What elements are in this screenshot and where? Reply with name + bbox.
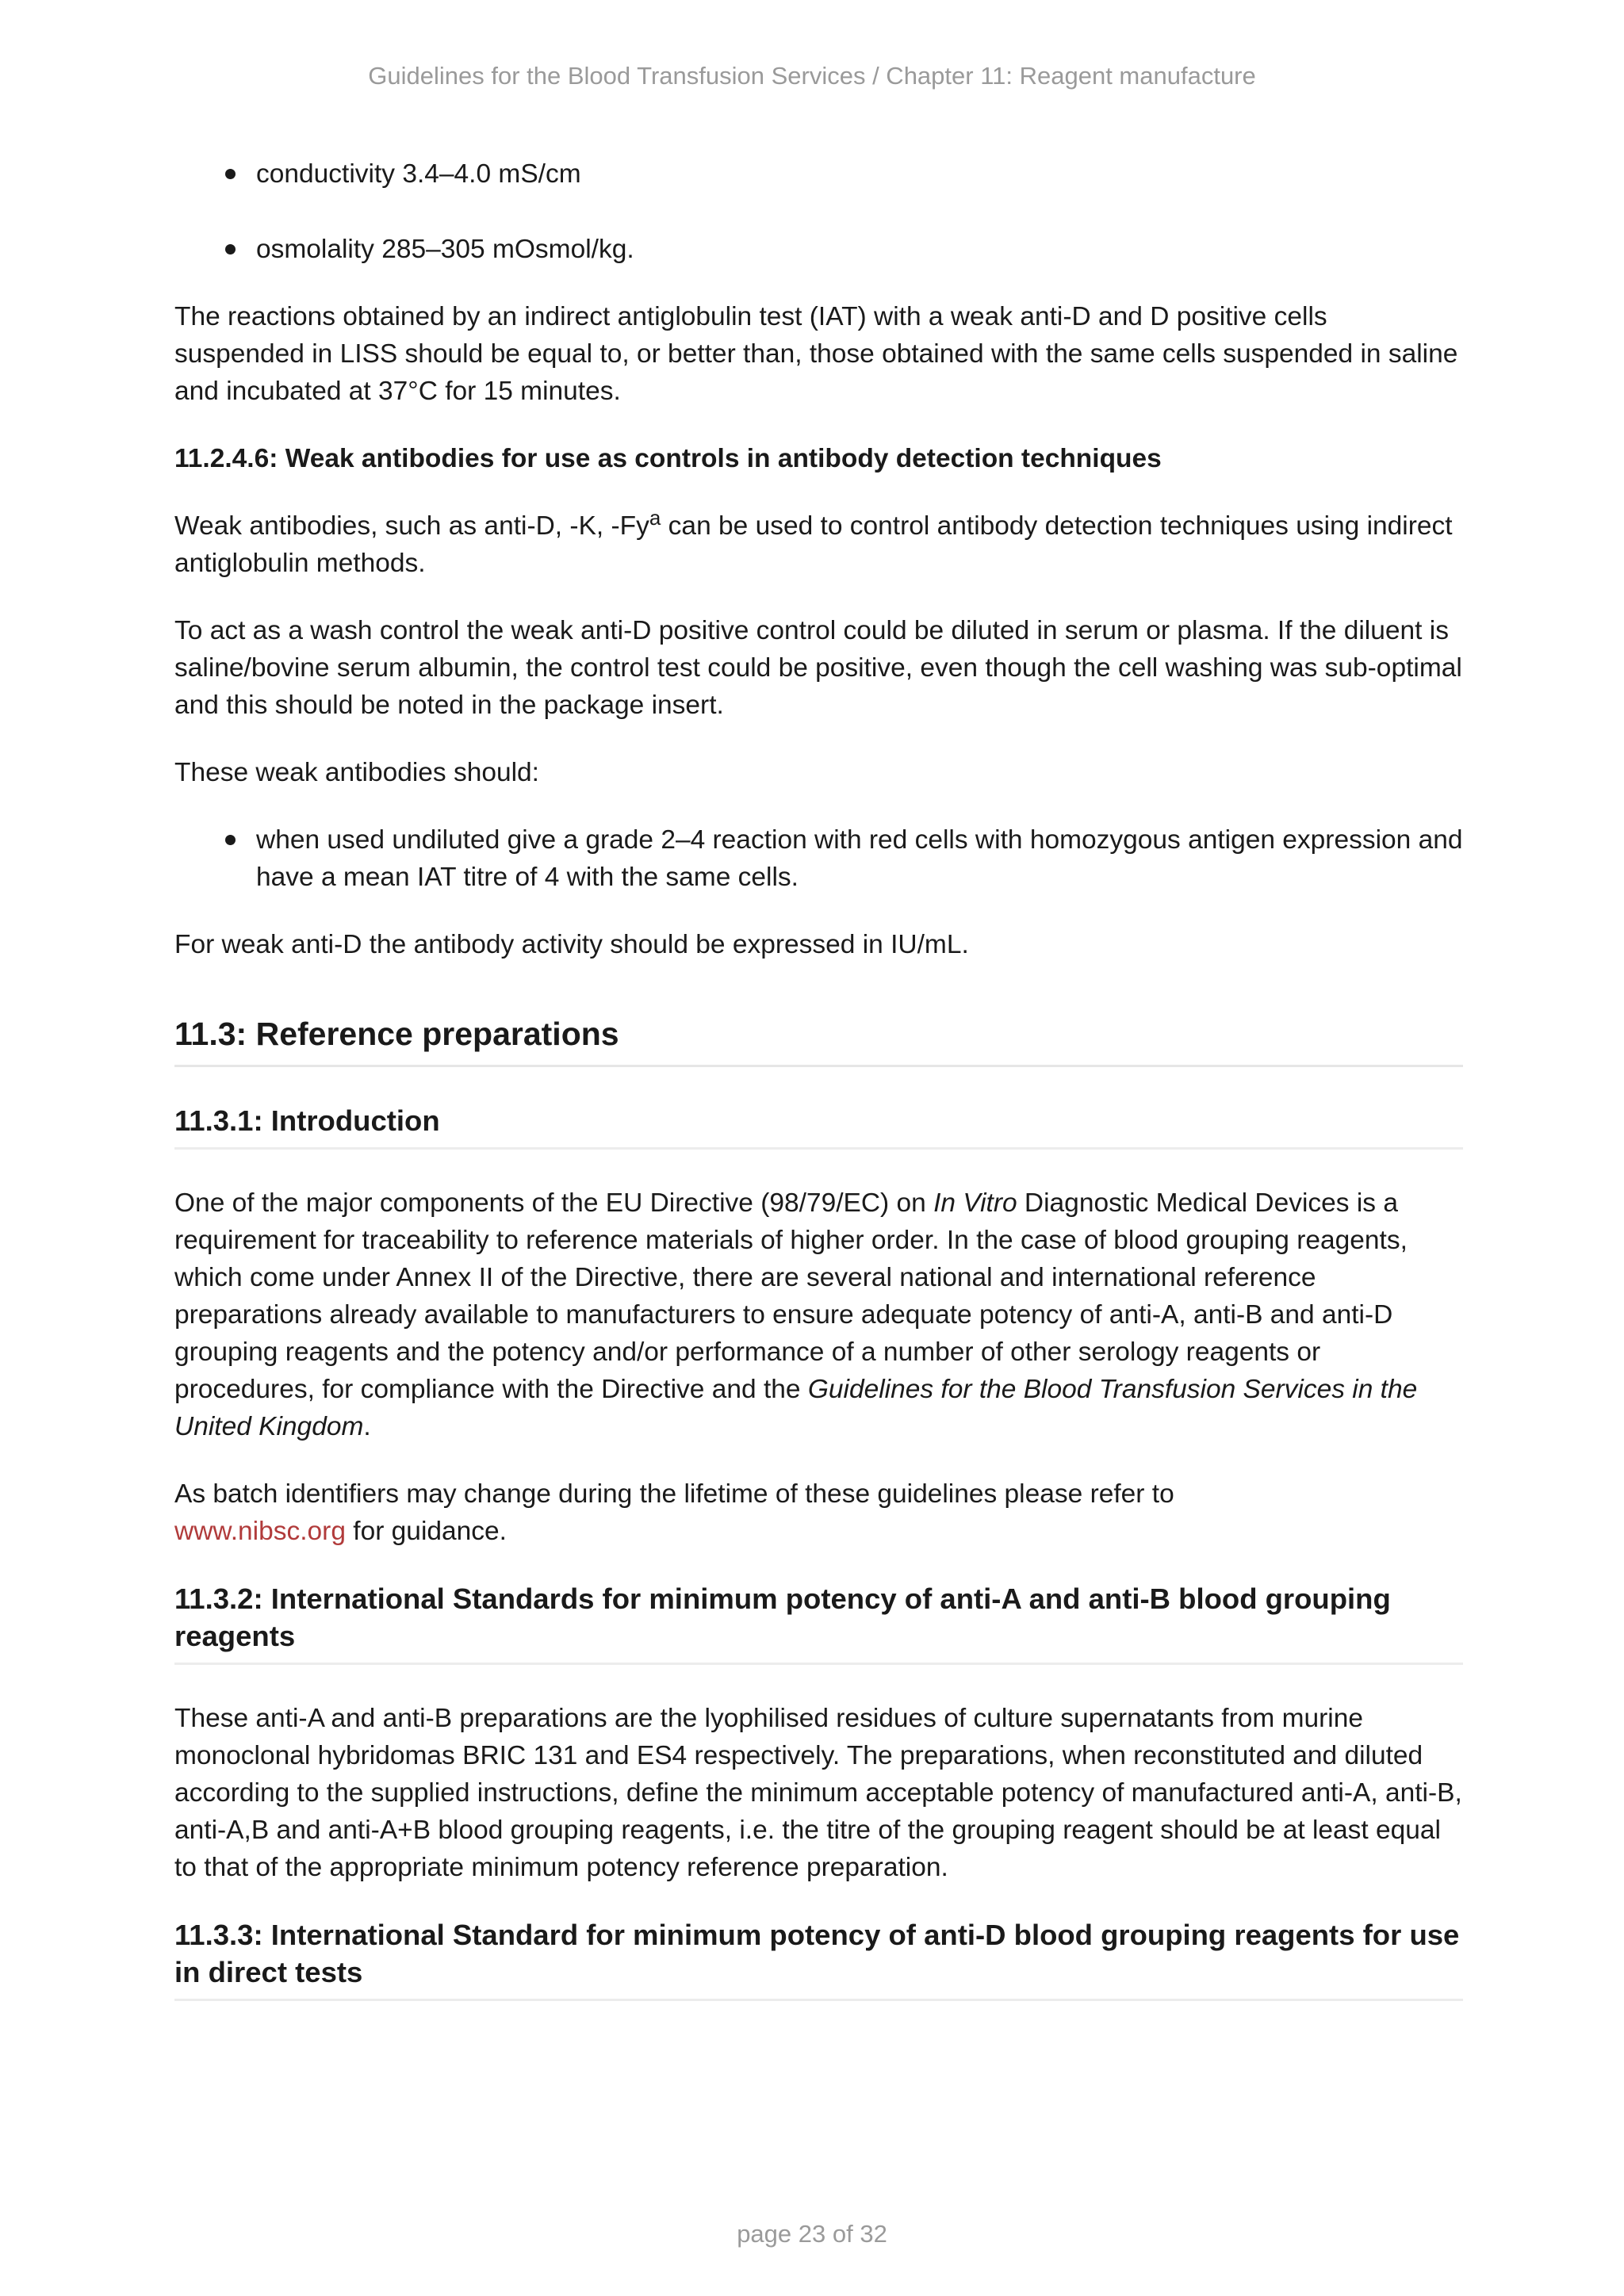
- paragraph-batch: [174, 1475, 1463, 1550]
- paragraph-iu: For weak anti-D the antibody activity should be expressed in IU/mL.: [174, 930, 969, 959]
- text-run: for guidance.: [345, 1517, 507, 1546]
- page-number: page 23 of 32: [737, 2220, 887, 2248]
- paragraph-wash-control: To act as a wash control the weak anti-D positive control could be diluted in serum or plasma. If the diluent is saline/bovine serum albumin, the control test could be positive, even though the cell washing was sub-optimal and this should be noted in the package insert.: [174, 616, 1462, 720]
- text-run: can be used to control antibody detection techniques using indirect antiglobulin methods.: [174, 511, 1453, 578]
- text-run: As batch identifiers may change during the lifetime of these guidelines please refer to: [174, 1479, 1174, 1509]
- text-run: Weak antibodies, such as anti-D, -K, -Fy: [174, 511, 649, 541]
- heading-11-3-2: 11.3.2: International Standards for minimum potency of anti-A and anti-B blood grouping reagents: [174, 1580, 1463, 1665]
- text-run: Diagnostic Medical Devices is a requirement for traceability to reference materials of higher order. In the case of blood grouping reagents, which come under Annex II of the Directive, there are several national and international reference preparations already available to manufacturers to ensure adequate potency of anti-A, anti-B and anti-D grouping reagents and the potency and/or performance of a number of other serology reagents or procedures, for compliance with the Directive and the: [174, 1188, 1408, 1404]
- paragraph-iat: The reactions obtained by an indirect antiglobulin test (IAT) with a weak anti-D and D positive cells suspended in LISS should be equal to, or better than, those obtained with the same cells suspended in saline and incubated at 37°C for 15 minutes.: [174, 302, 1458, 406]
- list-item: when used undiluted give a grade 2–4 reaction with red cells with homozygous antigen expression and have a mean IAT titre of 4 with the same cells.: [256, 821, 1463, 896]
- text-run: One of the major components of the EU Directive (98/79/EC) on: [174, 1188, 934, 1218]
- bullet-list-requirements: [174, 821, 1463, 896]
- italic-text: In Vitro: [933, 1188, 1017, 1218]
- nibsc-link[interactable]: www.nibsc.org: [174, 1517, 346, 1546]
- heading-11-2-4-6: 11.2.4.6: Weak antibodies for use as controls in antibody detection techniques: [174, 444, 1162, 473]
- running-header: Guidelines for the Blood Transfusion Services / Chapter 11: Reagent manufacture: [368, 62, 1256, 90]
- paragraph-introduction: [174, 1184, 1463, 1445]
- heading-11-3-1: 11.3.1: Introduction: [174, 1102, 1463, 1150]
- heading-11-3-3: 11.3.3: International Standard for minimum potency of anti-D blood grouping reagents for use in direct tests: [174, 1916, 1463, 2001]
- document-body: [174, 155, 1463, 2036]
- paragraph-should: These weak antibodies should:: [174, 758, 539, 787]
- superscript: a: [649, 506, 661, 530]
- paragraph-11-3-2: These anti-A and anti-B preparations are the lyophilised residues of culture supernatants from murine monoclonal hybridomas BRIC 131 and ES4 respectively. The preparations, when reconstituted and diluted according to the supplied instructions, define the minimum acceptable potency of manufactured anti-A, anti-B, anti-A,B and anti-A+B blood grouping reagents, i.e. the titre of the grouping reagent should be at least equal to that of the appropriate minimum potency reference preparation.: [174, 1704, 1462, 1882]
- list-item: osmolality 285–305 mOsmol/kg.: [256, 231, 1463, 268]
- list-item: conductivity 3.4–4.0 mS/cm: [256, 155, 1463, 193]
- bullet-list-specs: [174, 155, 1463, 268]
- italic-text: Guidelines for the Blood Transfusion Services in the United Kingdom: [174, 1375, 1418, 1441]
- text-run: .: [363, 1412, 371, 1441]
- paragraph-weak-antibodies: [174, 507, 1463, 582]
- section-heading-11-3: 11.3: Reference preparations: [174, 1012, 1463, 1067]
